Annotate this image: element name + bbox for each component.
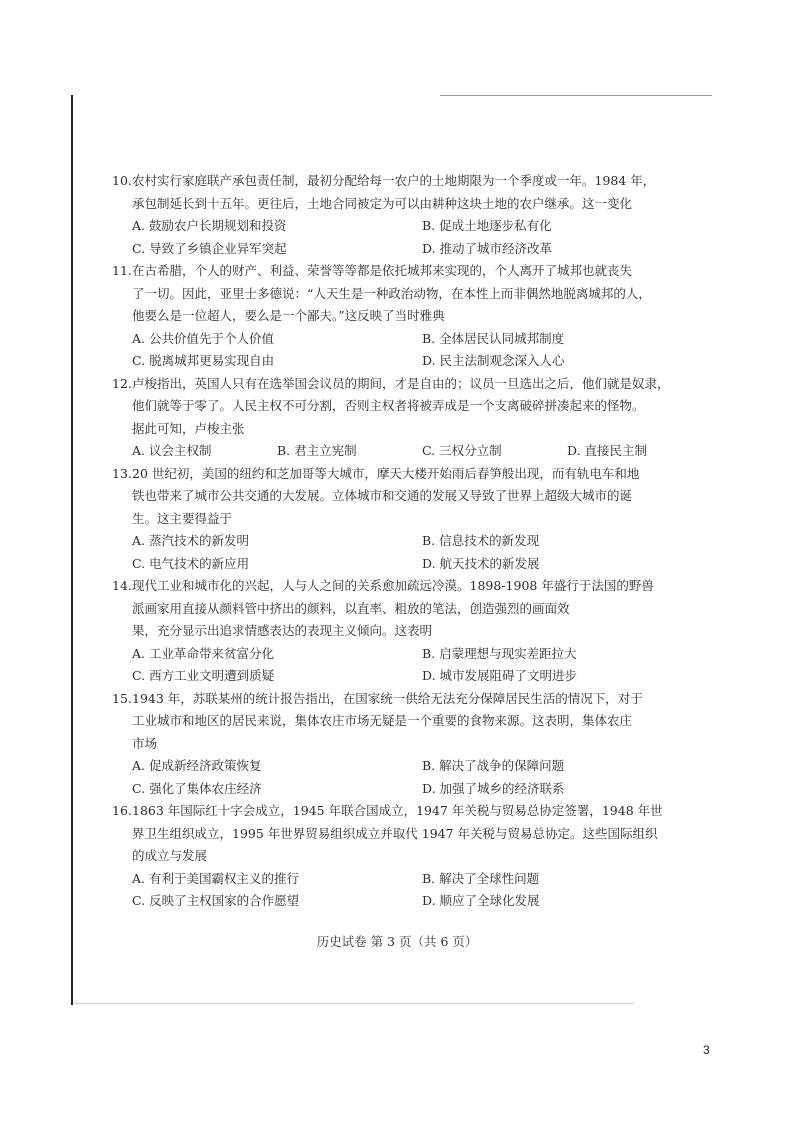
- question-13: [112, 463, 712, 576]
- scan-margin-top-line: [440, 95, 712, 96]
- question-stem: 1943 年，苏联某州的统计报告指出，在国家统一供给无法充分保障居民生活的情况下，对于 工业城市和地区的居民来说，集体农庄市场无疑是一个重要的食物来源。这表明，集体农庄 市场: [132, 690, 643, 751]
- options: [112, 440, 712, 463]
- option-b[interactable]: B. 全体居民认同城邦制度: [422, 330, 565, 346]
- question-list: [112, 170, 712, 913]
- question-number: 15.: [112, 690, 132, 706]
- options: [112, 328, 712, 373]
- question-stem: 卢梭指出，英国人只有在选举国会议员的期间，才是自由的；议员一旦选出之后，他们就是奴隶， 他们就等于零了。人民主权不可分割，否则主权者将被弄成是一个支离破碎拼凑起来的怪物。 据此可知，卢梭主张: [132, 375, 670, 436]
- option-d[interactable]: D. 加强了城乡的经济联系: [422, 780, 565, 796]
- question-number: 13.: [112, 465, 132, 481]
- options: [112, 755, 712, 800]
- question-stem: 1863 年国际红十字会成立，1945 年联合国成立，1947 年关税与贸易总协定签署，1948 年世 界卫生组织成立，1995 年世界贸易组织成立并取代 1947 年关税与贸易总协定。这些国际组织 的成立与发展: [132, 803, 663, 863]
- option-b[interactable]: B. 促成土地逐步私有化: [422, 218, 552, 233]
- options: [112, 868, 712, 913]
- question-number: 12.: [112, 375, 132, 391]
- option-c[interactable]: C. 反映了主权国家的合作愿望: [132, 893, 300, 908]
- option-d[interactable]: D. 推动了城市经济改革: [422, 240, 553, 256]
- option-c[interactable]: C. 强化了集体农庄经济: [132, 780, 262, 796]
- option-b[interactable]: B. 君主立宪制: [277, 443, 357, 458]
- option-a[interactable]: A. 蒸汽技术的新发明: [132, 533, 249, 548]
- options: [112, 530, 712, 575]
- option-a[interactable]: A. 促成新经济政策恢复: [132, 758, 262, 773]
- option-c[interactable]: C. 脱离城邦更易实现自由: [132, 353, 275, 368]
- question-stem: 现代工业和城市化的兴起，人与人之间的关系愈加疏远冷漠。1898-1908 年盛行于法国的野兽 派画家用直接从颜料管中挤出的颜料，以直率、粗放的笔法，创造强烈的画面效 果，充分显示出追求情感表达的表现主义倾向。这表明: [132, 578, 654, 638]
- option-d[interactable]: D. 城市发展阻碍了文明进步: [422, 668, 578, 683]
- options: [112, 215, 712, 260]
- option-a[interactable]: A. 公共价值先于个人价值: [132, 330, 274, 346]
- option-b[interactable]: B. 启蒙理想与现实差距拉大: [422, 645, 577, 661]
- question-number: 11.: [112, 263, 132, 278]
- option-a[interactable]: A. 鼓励农户长期规划和投资: [132, 218, 287, 233]
- question-stem: 在古希腊，个人的财产、利益、荣誉等等都是依托城邦来实现的，个人离开了城邦也就丧失 了一切。因此，亚里士多德说：“人天生是一种政治动物，在本性上而非偶然地脱离城邦的人， 他要么是一位超人，要么是一个鄙夫。”这反映了当时雅典: [132, 263, 651, 323]
- question-12: [112, 373, 712, 463]
- option-a[interactable]: A. 有利于美国霸权主义的推行: [132, 870, 299, 886]
- question-number: 14.: [112, 578, 132, 593]
- question-stem: 农村实行家庭联产承包责任制，最初分配给每一农户的土地期限为一个季度或一年。1984 年， 承包制延长到十五年。更往后，土地合同被定为可以由耕种这块土地的农户继承。这一变化: [132, 173, 656, 211]
- question-14: [112, 575, 712, 688]
- question-number: 10.: [112, 173, 132, 188]
- option-c[interactable]: C. 电气技术的新应用: [132, 555, 250, 571]
- scan-margin-bottom-line: [74, 1003, 634, 1004]
- option-a[interactable]: A. 工业革命带来贫富分化: [132, 645, 274, 661]
- question-16: [112, 800, 712, 913]
- question-15: [112, 688, 712, 801]
- question-11: [112, 260, 712, 373]
- options: [112, 643, 712, 688]
- option-c[interactable]: C. 西方工业文明遭到质疑: [132, 668, 275, 683]
- page-footer: 历史试卷 第 3 页（共 6 页）: [316, 934, 478, 949]
- option-b[interactable]: B. 解决了全球性问题: [422, 870, 540, 886]
- option-a[interactable]: A. 议会主权制: [132, 443, 212, 458]
- question-stem: 20 世纪初，美国的纽约和芝加哥等大城市，摩天大楼开始雨后春笋般出现，而有轨电车和地 铁也带来了城市公共交通的大发展。立体城市和交通的发展又导致了世界上超级大城市的诞 生。这主要得益于: [132, 465, 640, 526]
- option-d[interactable]: D. 民主法制观念深入人心: [422, 353, 565, 368]
- page-number: 3: [703, 1043, 710, 1057]
- option-d[interactable]: D. 直接民主制: [567, 443, 648, 458]
- option-c[interactable]: C. 三权分立制: [422, 443, 502, 458]
- option-b[interactable]: B. 解决了战争的保障问题: [422, 758, 565, 773]
- option-c[interactable]: C. 导致了乡镇企业异军突起: [132, 240, 287, 256]
- option-d[interactable]: D. 顺应了全球化发展: [422, 893, 540, 908]
- option-b[interactable]: B. 信息技术的新发现: [422, 533, 540, 548]
- question-10: [112, 170, 712, 260]
- scan-margin-left-line: [71, 95, 73, 1005]
- question-number: 16.: [112, 803, 132, 818]
- option-d[interactable]: D. 航天技术的新发展: [422, 555, 540, 571]
